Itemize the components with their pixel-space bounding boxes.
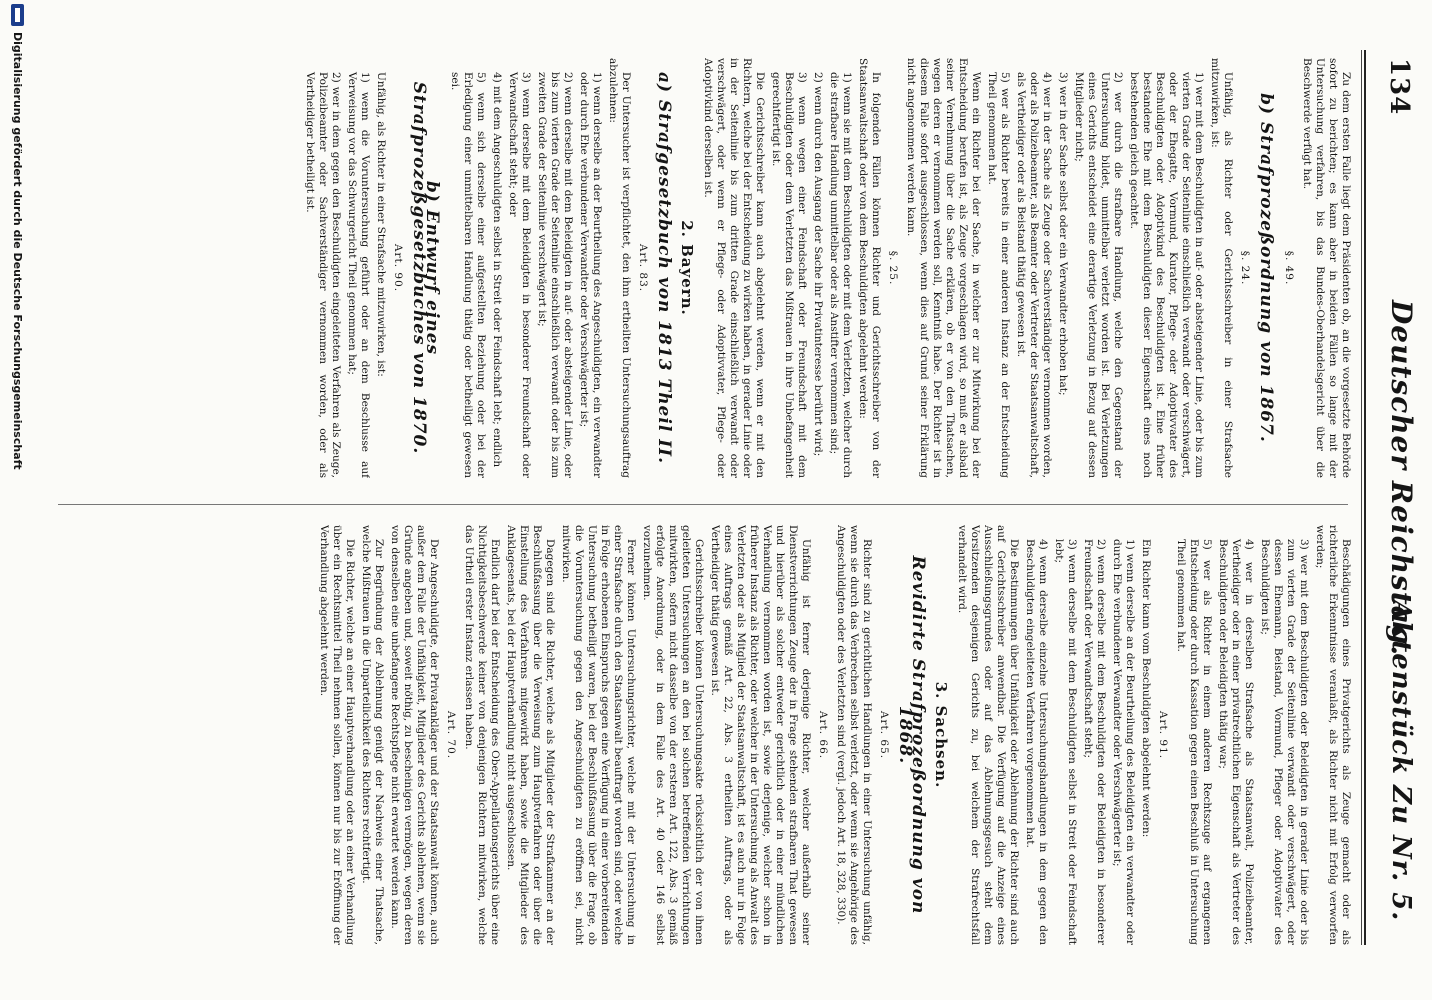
section-heading: b) Entwurf eines Strafprozeßgesetzbuches von 1870.	[409, 81, 442, 455]
list-item: 3) wenn derselbe mit dem Beleidigten in besonderer Freundschaft oder Verwandtschaft steht; oder	[507, 72, 532, 478]
paragraph: Dagegen sind die Richter, welche als Mitglieder der Strafkammer an der Beschlußfassung über die Verweisung zum Hauptverfahren oder über die Einstellung des Verfahrens mitgewirkt haben, sowie die Mitglieder des Anklagesenats, bei der Hauptverhandlung nicht ausgeschlossen.	[505, 525, 556, 945]
list-item: 4) mit dem Angeschuldigten selbst in Streit oder Feindschaft lebt; endlich	[491, 72, 503, 468]
list-item: 1) wer mit dem Beschuldigten in auf- oder absteigender Linie, oder bis zum vierten Grade der Seitenlinie einschließlich verwandt oder verschwägert, oder der Ehegatte, Vormund, Kurator, Pflege- oder Adoptivvater des Beschuldigten oder Adoptivkind des Beschuldigten ist. Eine früher bestandene Ehe mit dem Beschuldigten dieser Eigenschaft eines noch bestehenden gleich geachtet.	[1128, 72, 1205, 478]
paragraph: Unfähig, als Richter in einer Strafsache mitzuwirken, ist:	[375, 72, 387, 377]
section-heading: b) Strafprozeßordnung von 1867.	[1256, 93, 1276, 443]
page-header-title: Deutscher Reichstag.	[1385, 300, 1418, 657]
paragraph: Der Untersucher ist verpflichtet, den ihm ertheilten Untersuchungsauftrag abzulehnen:	[607, 58, 632, 478]
right-column	[52, 525, 1352, 945]
article-number: Art. 90.	[392, 243, 404, 293]
paragraph: In folgenden Fällen können Richter und Gerichtsschreiber von der Staatsanwaltschaft oder von dem Beschuldigten abgelehnt werden:	[857, 58, 882, 478]
list-item: 3) wer in der Sache selbst oder ein Verwandter erhoben hat;	[1057, 72, 1069, 396]
paragraph: Zur Begründung der Ablehnung genügt der Nachweis einer Thatsache, welche Mißtrauen in die Unparteilichkeit des Richters rechtfertigt.	[360, 525, 385, 945]
paragraph: Ein Richter kann vom Beschuldigten abgelehnt werden:	[1140, 539, 1152, 838]
list-item: 2) wenn durch den Ausgang der Sache ihr Privatinteresse berührt wird;	[812, 72, 824, 457]
list-item: 2) wer in dem gegen den Beschuldigten eingeleiteten Verfahren als Zeuge, Polizeibeamter oder Sachverständiger vernommen worden, oder als Vertheidiger betheiligt ist.	[304, 72, 342, 478]
header-rule	[1364, 50, 1366, 945]
list-item: 3) wenn wegen einer Feindschaft oder Freundschaft mit dem Beschuldigten oder dem Verletzten das Mißtrauen in ihre Unbefangenheit gerechtfertigt ist.	[770, 72, 808, 478]
section-heading: 3. Sachsen.	[932, 681, 950, 789]
column-divider	[58, 504, 1348, 505]
list-item: 5) wenn sich derselbe einer aufgestellten Beziehung oder bei der Erledigung einer unmittelbaren Handlung thätig oder betheiligt gewesen sei.	[449, 72, 487, 478]
list-item: 1) wenn derselbe an der Beurtheilung des Beleidigten ein verwandter oder durch Ehe verbundener Verwandter oder Verschwägerter ist;	[1111, 539, 1136, 945]
section-number: §. 24.	[1239, 250, 1251, 286]
list-item: 2) wenn derselbe mit dem Beleidigten in auf- oder absteigender Linie, oder bis zum vierten Grade der Seitenlinie einschließlich verwandt oder bis zum zweiten Grade der Seitenlinie verschwägert ist;	[536, 72, 574, 478]
list-item: 2) wenn derselbe mit dem Beschuldigten oder Beleidigten in besonderer Freundschaft oder Verwandtschaft steht;	[1082, 539, 1107, 945]
article-number: Art. 66.	[817, 710, 829, 760]
section-heading: 2. Bayern.	[678, 220, 696, 316]
digitization-footer	[2, 0, 30, 1000]
left-column	[52, 58, 1352, 478]
list-item: 1) wenn sie mit dem Beschuldigten oder mit dem Verletzten, welcher durch die strafbare Handlung unmittelbar oder als Anstifter vernommen sind;	[828, 72, 853, 478]
section-number: §. 25.	[887, 250, 899, 286]
section-heading: Revidirte Strafprozeßordnung von 1868.	[895, 555, 928, 915]
article-number: Art. 91.	[1157, 710, 1169, 760]
list-item: 3) wenn derselbe mit dem Beschuldigten selbst in Streit oder Feindschaft lebt;	[1053, 539, 1078, 945]
paragraph: Gerichtsschreiber können Untersuchungsakte rücksichtlich der von ihnen geleiteten Untersuchungen an den bei solchen betreffenden Verrichtungen mitwirkten, sofern nicht dasselbe von der ersteren Art. 122, Abs. 3 gemäß erfolgte Anordnung, oder in dem Falle des Art. 40 oder 146 selbst vorzunehmen.	[641, 525, 705, 945]
page-number: 134	[1384, 58, 1414, 116]
list-item: 3) wer mit dem Beschuldigten oder Beleidigten in gerader Linie oder bis zum vierten Grade der Seitenlinie verwandt oder verschwägert, oder dessen Ehemann, Beistand, Vormund, Pfleger oder Adoptivvater des Beschuldigten ist;	[1259, 539, 1310, 945]
dfg-logo-icon	[11, 4, 24, 26]
article-number: Art. 65.	[878, 710, 890, 760]
paragraph: Ferner können Untersuchungsrichter, welche mit der Untersuchung in einer Strafsache durch den Staatsanwalt beauftragt worden sind, oder welche in Folge erhobenen Einspruchs gegen eine Verfügung in einer vorbereitenden Untersuchung betheiligt waren, bei der Beschlußfassung über die Frage, ob die Voruntersuchung gegen den Angeschuldigten zu eröffnen sei, nicht mitwirken.	[560, 525, 637, 945]
list-item: 1) wenn derselbe an der Beurtheilung des Angeschuldigten, ein verwandter oder durch Ehe verbundener Verwandter oder Verschwägerter ist;	[578, 72, 603, 478]
paragraph: Unfähig ist ferner derjenige Richter, welcher außerhalb seiner Dienstverrichtungen Zeuge der in Frage stehenden strafbaren That gewesen und hierüber als solcher entweder gerichtlich oder in einer mündlichen Verhandlung vernommen worden ist, sowie derjenige, welcher schon in früherer Instanz als Richter, oder welcher in der Untersuchung als Anwalt des Verletzten oder als Mitglied der Staatsanwaltschaft, ist es auch nur in Folge eines Auftrags gemäß Art. 22, Abs. 3 ertheilten Auftrags, oder als Vertheidiger thätig gewesen ist.	[709, 525, 812, 945]
list-item: 5) wer als Richter bereits in einer anderen Instanz an der Entscheidung Theil genommen hat.	[986, 72, 1011, 478]
list-item: 5) wer als Richter in einem anderen Rechtszuge auf ergangenen Entscheidung oder durch Kassation gegen einen Beschluß in Untersuchung Theil genommen hat.	[1175, 539, 1213, 945]
list-item: 4) wer in der Sache als Zeuge oder Sachverständiger vernommen worden, oder als Polizeibeamter, als Beamter oder Vertreter der Staatsanwaltschaft, als Vertheidiger oder als Beistand thätig gewesen ist.	[1015, 72, 1053, 478]
paragraph: Unfähig, als Richter oder Gerichtsschreiber in einer Strafsache mitzuwirken, ist:	[1209, 58, 1234, 478]
paragraph: Der Angeschuldigte, der Privatankläger und der Staatsanwalt können, auch außer dem Falle der Unfähigkeit, Mitglieder des Gerichts ablehnen, wenn sie Gründe angeben und, soweit nöthig, zu bescheinigen vermögen, wegen deren von denselben eine unbefangene Rechtspflege nicht erwartet werden kann.	[389, 525, 440, 945]
article-number: Art. 83.	[637, 243, 649, 293]
section-number: §. 49.	[1283, 250, 1295, 286]
page-header-right: Aktenstück Zu Nr. 5.	[1386, 600, 1416, 922]
footer-text: Digitalisierung gefördert durch die Deutsche Forschungsgemeinschaft	[11, 32, 24, 470]
list-item: 4) wenn derselbe einzelne Untersuchungshandlungen in dem gegen den Beschuldigten eingeleiteten Verfahren vorgenommen hat.	[1024, 539, 1049, 945]
paragraph: Die Gerichtsschreiber kann auch abgelehnt werden, wenn er mit den Richtern, welche bei der Entscheidung zu wirken haben, in gerader Linie oder in der Seitenlinie bis zum dritten Grade einschließlich verwandt oder verschwägert, oder wenn er Pflege- oder Adoptivvater, Pflege- oder Adoptivkind derselben ist.	[702, 58, 766, 478]
paragraph: Richter sind zu gerichtlichen Handlungen in einer Untersuchung unfähig, wenn sie durch das Verbrechen selbst verletzt, oder wenn sie Angehörige des Angeschuldigten oder des Verletzten sind (vergl. jedoch Art. 18, 328, 330).	[835, 525, 873, 945]
paragraph: Wenn ein Richter bei der Sache, in welcher er zur Mitwirkung bei der Entscheidung berufen ist, als Zeuge vorgeschlagen wird, so muß er alsbald seiner Vernehmung über die Sache erklären, ob er von den Thatsachen, wegen deren er vernommen werden soll, Kenntniß habe. Der Richter ist in diesem Falle sofort ausgeschlossen, wenn dies auf Grund seiner Erklärung nicht angenommen werden kann.	[905, 58, 982, 478]
list-item: 4) wer in derselben Strafsache als Staatsanwalt, Polizeibeamter, Vertheidiger oder in einer privatrechtlichen Eigenschaft als Vertreter des Beschuldigten oder Beleidigten thätig war;	[1217, 539, 1255, 945]
paragraph: Die Richter, welche an einer Hauptverhandlung oder an einer Verhandlung über ein Rechtsmittel Theil nehmen sollen, können nur bis zur Eröffnung der Verhandlung abgelehnt werden.	[318, 525, 356, 945]
header-rule-thin	[1361, 50, 1362, 945]
paragraph: Die Bestimmungen über Unfähigkeit oder Ablehnung der Richter sind auch auf Gerichtsschreiber anwendbar. Die Verfügung auf die Anzeige eines Ausschließungsgrundes oder auf das Ablehnungsgesuch steht dem Vorsitzenden desjenigen Gerichts zu, bei welchem der Strafrechtsfall verhandelt wird.	[956, 525, 1020, 945]
article-number: Art. 70.	[445, 710, 457, 760]
paragraph: Endlich darf bei der Entscheidung des Ober-Appellationsgerichts über eine Nichtigkeitsbeschwerde keiner von denjenigen Richtern mitwirken, welche das Urtheil erster Instanz erlassen haben.	[463, 525, 501, 945]
section-heading: a) Strafgesetzbuch von 1813 Theil II.	[654, 71, 674, 465]
paragraph: Zu dem ersten Falle liegt dem Präsidenten ob, an die vorgesetzte Behörde sofort zu berichten; es kann aber in beiden Fällen so lange mit der Untersuchung verfahren, bis das Bundes-Oberhandelsgericht über die Beschwerde verfügt hat.	[1301, 58, 1352, 478]
list-item: 2) wer durch die strafbare Handlung, welche den Gegenstand der Untersuchung bildet, unmittelbar verletzt worden ist. Bei Verletzungen eines Gerichts entscheidet eine derartige Verletzung in Bezug auf dessen Mitglieder nicht;	[1073, 72, 1124, 478]
list-item: 1) wenn die Voruntersuchung geführt oder an dem Beschlusse auf Verweisung vor das Schwurgericht Theil genommen hat;	[346, 72, 371, 478]
paragraph: Beschädigungen eines Privatgerichts als Zeuge gemacht oder als richterliche Erkenntnisse veranlaßt, als Richter nicht mit Erfolg verworfen werden;	[1314, 525, 1352, 945]
